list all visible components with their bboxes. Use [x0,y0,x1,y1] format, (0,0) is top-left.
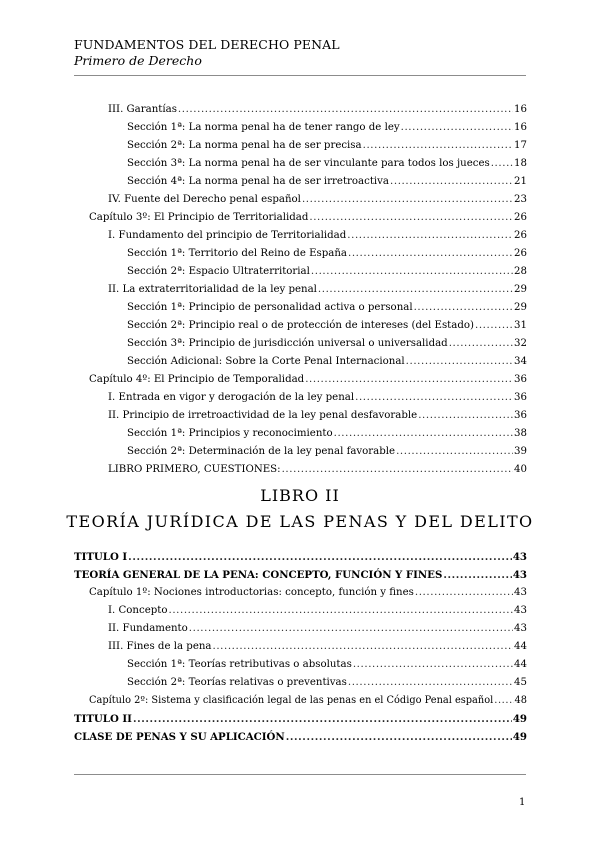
leader-dots [282,461,513,479]
toc-entry-page: 43 [514,623,527,634]
leader-dots [401,119,513,137]
leader-dots [302,191,513,209]
toc-entry-title: II. Fundamento [108,623,188,634]
toc-entry-page: 39 [514,446,527,457]
toc-entry-page: 49 [512,731,527,743]
toc-entry-page: 44 [514,659,527,670]
toc-entry-page: 16 [514,122,527,133]
toc-entry-page: 36 [514,410,527,421]
toc-entry[interactable] [127,119,527,137]
toc-entry-title: TEORÍA GENERAL DE LA PENA: CONCEPTO, FUNCIÓN Y FINES [74,569,443,581]
toc-entry-page: 48 [514,695,527,706]
toc-entry[interactable] [89,692,527,710]
toc-entry[interactable] [127,317,527,335]
toc-entry-title: Sección 3ª: Principio de jurisdicción universal o universalidad [127,338,448,349]
toc-entry[interactable] [89,584,527,602]
leader-dots [348,245,513,263]
toc-entry[interactable] [127,173,527,191]
leader-dots [348,674,513,692]
toc-entry[interactable] [127,656,527,674]
leader-dots [133,710,512,728]
toc-entry-title: Sección 1ª: Teorías retributivas o absolutas [127,659,352,670]
leader-dots [449,335,513,353]
leader-dots [212,638,513,656]
toc-entry[interactable] [127,443,527,461]
toc-entry-title: I. Entrada en vigor y derogación de la ley penal [108,392,355,403]
leader-dots [334,425,513,443]
toc-entry-title: IV. Fuente del Derecho penal español [108,194,301,205]
leader-dots [396,443,513,461]
leader-dots [494,692,513,710]
toc-entry-title: LIBRO PRIMERO, CUESTIONES: [108,464,281,475]
toc-entry-page: 26 [514,212,527,223]
leader-dots [305,371,513,389]
toc-entry-title: III. Fines de la pena [108,641,212,652]
toc-entry[interactable] [89,371,527,389]
toc-entry-page: 26 [514,248,527,259]
toc-entry-page: 18 [514,158,527,169]
leader-dots [347,227,513,245]
leader-dots [443,566,512,584]
toc-entry-page: 34 [514,356,527,367]
toc-entry[interactable] [127,137,527,155]
toc-entry-title: Capítulo 2º: Sistema y clasificación legal de las penas en el Código Penal español [89,695,494,706]
toc-entry[interactable] [127,335,527,353]
toc-entry-title: Sección 1ª: Principios y reconocimiento [127,428,333,439]
toc-entry-title: Sección 2ª: Espacio Ultraterritorial [127,266,310,277]
leader-dots [355,389,513,407]
toc-entry-title: Sección 3ª: La norma penal ha de ser vinculante para todos los jueces [127,158,490,169]
toc-entry[interactable] [74,548,527,566]
toc-entry-page: 36 [514,392,527,403]
toc-entry[interactable] [127,263,527,281]
toc-entry[interactable] [89,209,527,227]
toc-entry-page: 26 [514,230,527,241]
toc-entry[interactable] [108,638,527,656]
toc-entry-page: 16 [514,104,527,115]
toc-entry[interactable] [108,602,527,620]
toc-entry[interactable] [127,155,527,173]
toc-entry[interactable] [74,710,527,728]
toc-entry-title: I. Concepto [108,605,168,616]
toc-entry-title: TITULO I [74,551,128,563]
toc-entry-page: 32 [514,338,527,349]
toc-entry-page: 28 [514,266,527,277]
leader-dots [491,155,513,173]
toc-entry-title: Capítulo 1º: Nociones introductorias: concepto, función y fines [89,587,414,598]
toc-entry-page: 29 [514,302,527,313]
toc-entry-title: Sección 2ª: Principio real o de protección de intereses (del Estado) [127,320,474,331]
toc-entry[interactable] [127,425,527,443]
toc-entry-title: CLASE DE PENAS Y SU APLICACIÓN [74,731,285,743]
toc-entry[interactable] [74,566,527,584]
leader-dots [178,101,513,119]
leader-dots [353,656,513,674]
toc-entry-title: Sección 4ª: La norma penal ha de ser irretroactiva [127,176,390,187]
leader-dots [189,620,513,638]
libro-number-heading: LIBRO II [260,486,340,505]
toc-entry[interactable] [74,728,527,746]
toc-entry-title: Capítulo 4º: El Principio de Temporalidad [89,374,305,385]
toc-entry-page: 31 [514,320,527,331]
toc-entry-title: Sección 2ª: Determinación de la ley penal favorable [127,446,396,457]
toc-entry-title: II. Principio de irretroactividad de la ley penal desfavorable [108,410,418,421]
toc-entry[interactable] [108,281,527,299]
toc-entry[interactable] [127,353,527,371]
toc-entry-page: 21 [514,176,527,187]
header-divider [74,75,526,76]
toc-entry-page: 17 [514,140,527,151]
toc-entry[interactable] [108,389,527,407]
toc-entry-title: Sección Adicional: Sobre la Corte Penal Internacional [127,356,405,367]
toc-entry-title: TITULO II [74,713,132,725]
toc-entry-page: 29 [514,284,527,295]
toc-entry-page: 36 [514,374,527,385]
toc-entry-page: 23 [514,194,527,205]
page-number: 1 [519,797,526,808]
toc-entry[interactable] [108,407,527,425]
leader-dots [390,173,513,191]
toc-entry[interactable] [108,101,527,119]
toc-entry-title: II. La extraterritorialidad de la ley penal [108,284,317,295]
leader-dots [475,317,513,335]
toc-entry-title: I. Fundamento del principio de Territorialidad [108,230,347,241]
toc-entry-title: Sección 1ª: La norma penal ha de tener rango de ley [127,122,400,133]
page-header [74,37,340,68]
document-title: FUNDAMENTOS DEL DERECHO PENAL [74,37,340,52]
toc-entry-title: Sección 2ª: Teorías relativas o preventivas [127,677,347,688]
leader-dots [168,602,513,620]
leader-dots [311,263,513,281]
toc-entry[interactable] [127,245,527,263]
toc-entry-page: 38 [514,428,527,439]
leader-dots [309,209,513,227]
leader-dots [363,137,513,155]
leader-dots [318,281,513,299]
toc-entry-page: 43 [512,569,527,581]
toc-entry-title: Sección 2ª: La norma penal ha de ser precisa [127,140,362,151]
toc-entry[interactable] [108,191,527,209]
toc-entry-title: Sección 1ª: Principio de personalidad activa o personal [127,302,413,313]
toc-entry-page: 45 [514,677,527,688]
leader-dots [414,299,513,317]
toc-entry-title: III. Garantías [108,104,177,115]
leader-dots [418,407,513,425]
toc-entry-title: Sección 1ª: Territorio del Reino de España [127,248,347,259]
toc-entry-page: 43 [514,605,527,616]
toc-entry-page: 44 [514,641,527,652]
toc-entry-title: Capítulo 3º: El Principio de Territorialidad [89,212,309,223]
leader-dots [286,728,512,746]
toc-entry[interactable] [108,461,527,479]
toc-entry[interactable] [108,620,527,638]
toc-entry[interactable] [127,299,527,317]
libro-title-heading: TEORÍA JURÍDICA DE LAS PENAS Y DEL DELITO [66,512,534,531]
toc-entry-page: 49 [512,713,527,725]
toc-entry[interactable] [108,227,527,245]
leader-dots [128,548,512,566]
toc-entry[interactable] [127,674,527,692]
footer-divider [74,774,526,775]
toc-entry-page: 43 [512,551,527,563]
document-subtitle: Primero de Derecho [74,53,202,68]
toc-entry-page: 43 [514,587,527,598]
leader-dots [415,584,513,602]
toc-entry-page: 40 [514,464,527,475]
leader-dots [406,353,513,371]
